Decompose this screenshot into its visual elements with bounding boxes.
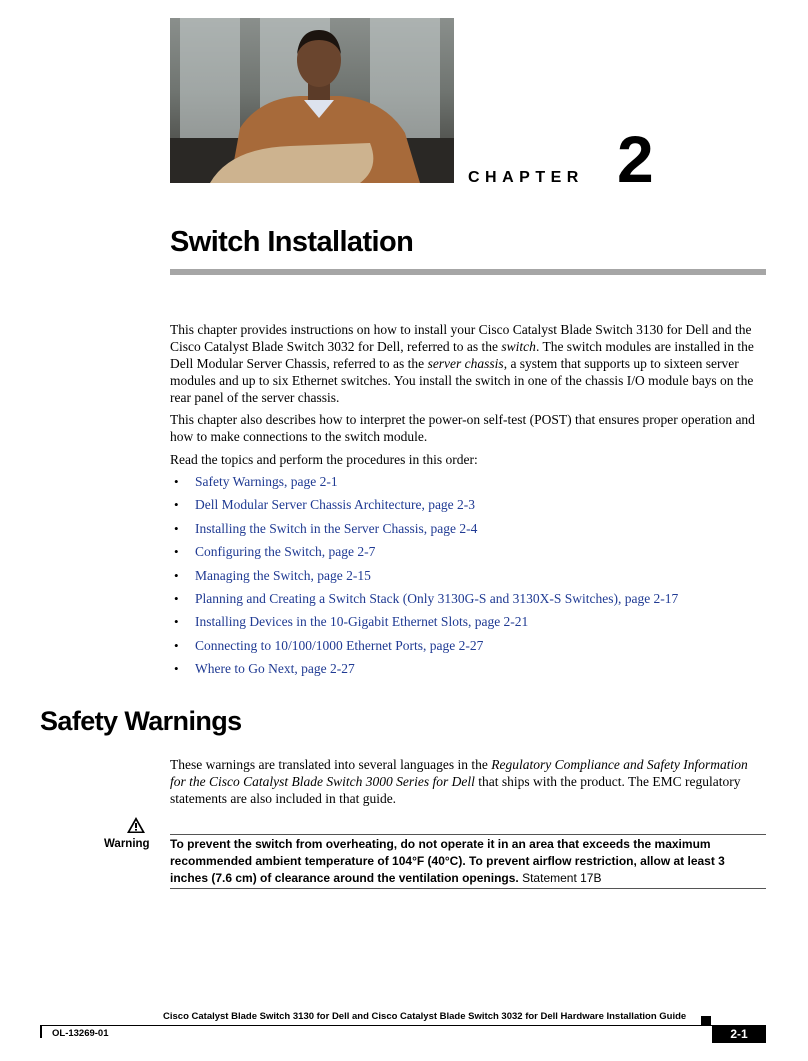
intro-paragraph-2: This chapter also describes how to interpret the power-on self-test (POST) that ensures proper operation and how to make connections to the switch module.: [170, 412, 755, 444]
toc-item: [170, 519, 766, 542]
chapter-photo: [170, 18, 454, 183]
section-title-safety-warnings: Safety Warnings: [40, 706, 242, 736]
bullet-icon: •: [174, 567, 179, 583]
bullet-icon: •: [174, 661, 179, 677]
bullet-icon: •: [174, 474, 179, 489]
safety-paragraph: These warnings are translated into several languages in the Regulatory Compliance and Safety Information for the Cisco Catalyst Blade Switch 3000 Series for Dell that ships with the product. The EMC regulatory statements are also included in that guide.: [170, 757, 748, 806]
toc-link-ethernet-ports[interactable]: Connecting to 10/100/1000 Ethernet Ports, page 2-27: [195, 637, 484, 653]
toc-list: [170, 472, 766, 683]
footer-title: Cisco Catalyst Blade Switch 3130 for Dell and Cisco Catalyst Blade Switch 3032 for Dell Hardware Installation Guide: [163, 1011, 687, 1022]
footer-page-number: 2-1: [712, 1026, 766, 1043]
bullet-icon: •: [174, 497, 179, 513]
warning-text: To prevent the switch from overheating, do not operate it in an area that exceeds the maximum recommended ambient temperature of 104°F (40°C). To prevent airflow restriction, allow at least 3 inches (7.6 cm) of clearance around the ventilation openings. Statement 17B: [170, 837, 725, 885]
intro-paragraph-1: This chapter provides instructions on how to install your Cisco Catalyst Blade Switch 3130 for Dell and the Cisco Catalyst Blade Switch 3032 for Dell, referred to as the switch. The switch modules are installed in the Dell Modular Server Chassis, referred to as the server chassis, a system that supports up to sixteen server modules and up to six Ethernet switches. You install the switch in one of the chassis I/O module bays on the rear panel of the server chassis.: [170, 322, 754, 405]
toc-item: [170, 636, 766, 659]
warning-bottom-rule: [170, 888, 766, 889]
bullet-icon: •: [174, 637, 179, 653]
toc-item: [170, 589, 766, 612]
warning-triangle-icon: [126, 816, 146, 839]
footer-doc-number: OL-13269-01: [52, 1028, 109, 1039]
toc-item: [170, 472, 766, 495]
toc-link-configuring-switch[interactable]: Configuring the Switch, page 2-7: [195, 544, 376, 560]
toc-link-managing-switch[interactable]: Managing the Switch, page 2-15: [195, 567, 371, 583]
title-rule: [170, 269, 766, 275]
bullet-icon: •: [174, 520, 179, 536]
toc-link-10gig-slots[interactable]: Installing Devices in the 10-Gigabit Ethernet Slots, page 2-21: [195, 614, 529, 630]
toc-item: [170, 612, 766, 635]
toc-item: [170, 659, 766, 682]
chapter-number: 2: [617, 122, 654, 196]
toc-link-chassis-architecture[interactable]: Dell Modular Server Chassis Architecture, page 2-3: [195, 497, 476, 513]
toc-item: [170, 495, 766, 518]
toc-item: [170, 566, 766, 589]
bullet-icon: •: [174, 544, 179, 560]
toc-link-switch-stack[interactable]: Planning and Creating a Switch Stack (Only 3130G-S and 3130X-S Switches), page 2-17: [195, 590, 679, 606]
toc-link-where-to-go-next[interactable]: Where to Go Next, page 2-27: [195, 661, 355, 677]
footer-rule: [40, 1025, 766, 1026]
toc-link-safety-warnings[interactable]: Safety Warnings, page 2-1: [195, 474, 338, 489]
chapter-title: Switch Installation: [170, 226, 414, 258]
intro-paragraph-3: Read the topics and perform the procedures in this order:: [170, 452, 478, 467]
chapter-label: CHAPTER: [468, 169, 584, 186]
bullet-icon: •: [174, 614, 179, 630]
toc-item: [170, 542, 766, 565]
bullet-icon: •: [174, 590, 179, 606]
footer-tick: [40, 1025, 42, 1038]
warning-label: Warning: [104, 838, 150, 850]
warning-top-rule: [170, 834, 766, 835]
toc-link-installing-switch[interactable]: Installing the Switch in the Server Chassis, page 2-4: [195, 520, 478, 536]
